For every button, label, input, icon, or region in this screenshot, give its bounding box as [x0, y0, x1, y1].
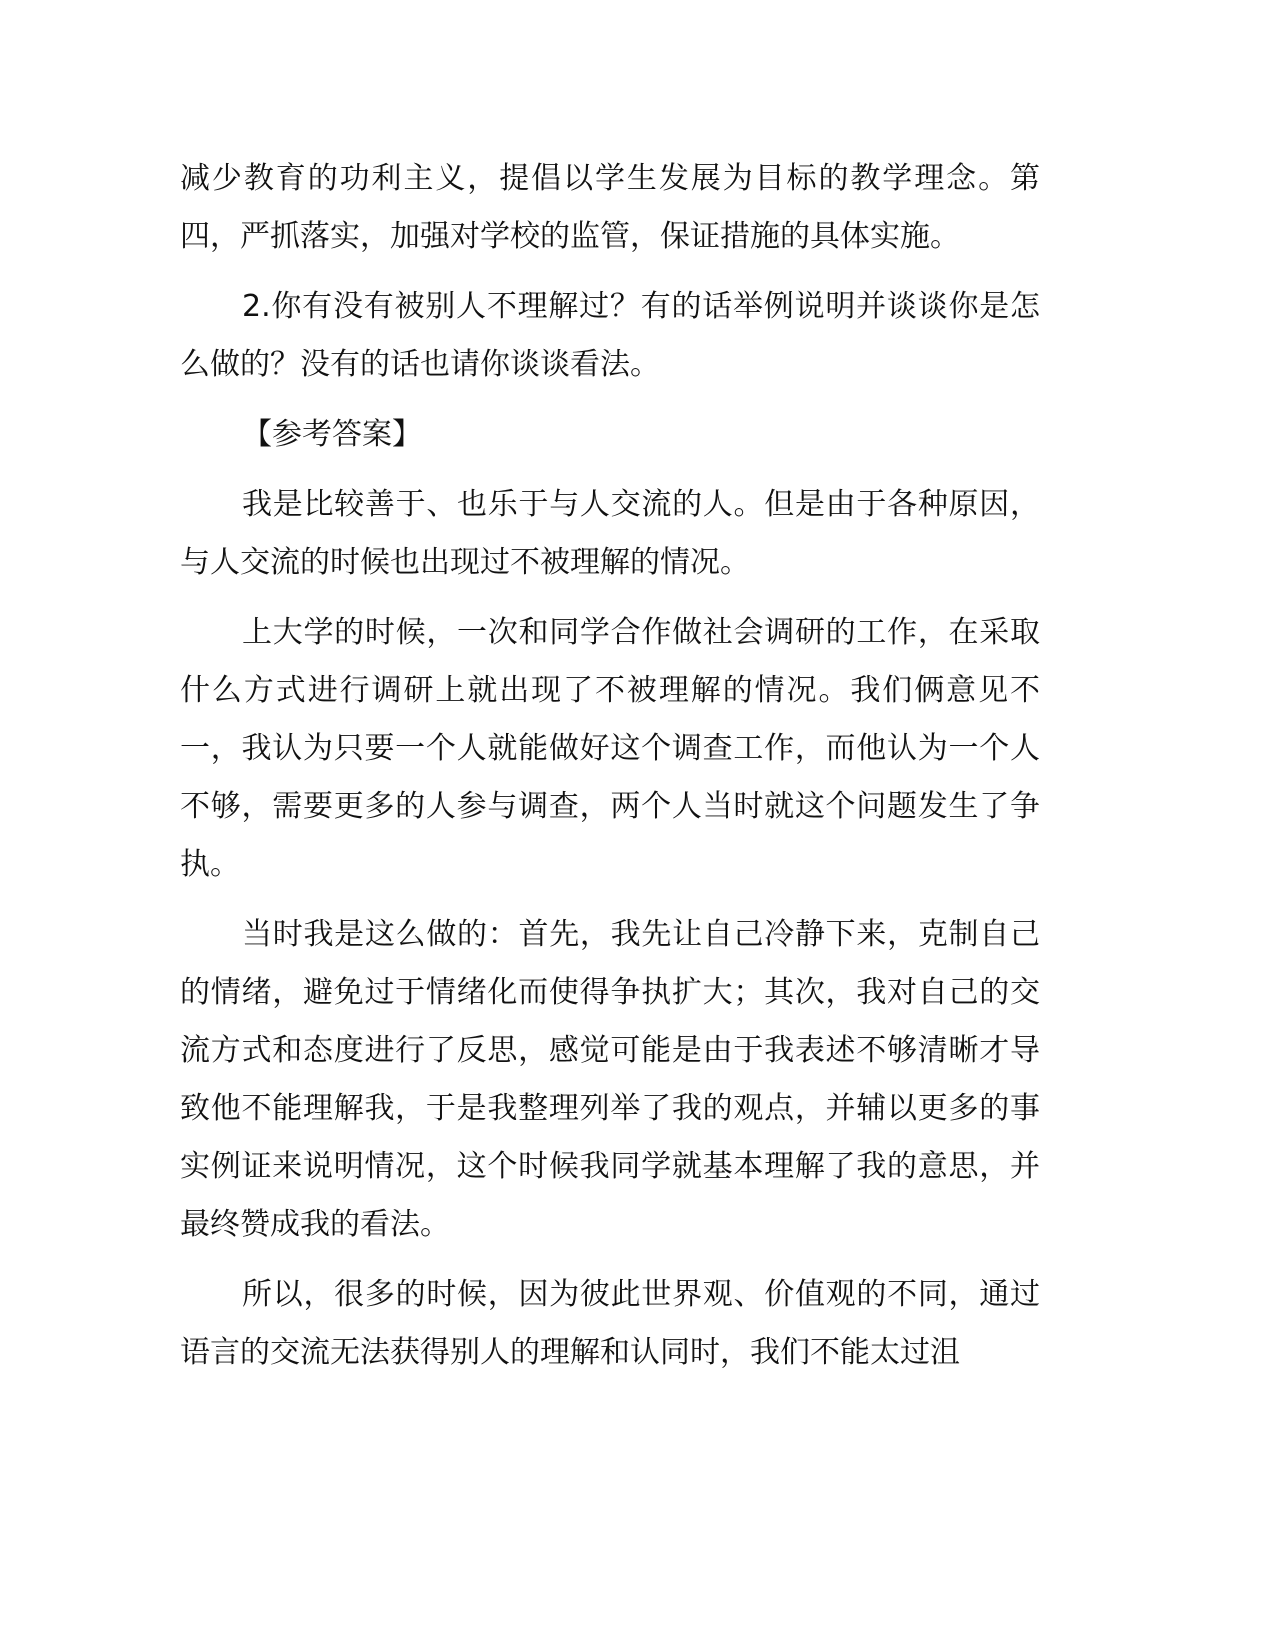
document-body [180, 150, 1040, 1394]
question-paragraph: 2.你有没有被别人不理解过？有的话举例说明并谈谈你是怎么做的？没有的话也请你谈谈看法。 [180, 289, 1040, 382]
reference-answer-heading: 【参考答案】 [242, 417, 422, 452]
answer-paragraph-1: 我是比较善于、也乐于与人交流的人。但是由于各种原因，与人交流的时候也出现过不被理解的情况。 [180, 487, 1040, 580]
paragraph-continuation: 减少教育的功利主义，提倡以学生发展为目标的教学理念。第四，严抓落实，加强对学校的监管，保证措施的具体实施。 [180, 161, 1040, 254]
answer-paragraph-4: 所以，很多的时候，因为彼此世界观、价值观的不同，通过语言的交流无法获得别人的理解和认同时，我们不能太过沮 [180, 1277, 1040, 1370]
answer-paragraph-3: 当时我是这么做的：首先，我先让自己冷静下来，克制自己的情绪，避免过于情绪化而使得争执扩大；其次，我对自己的交流方式和态度进行了反思，感觉可能是由于我表述不够清晰才导致他不能理解我，于是我整理列举了我的观点，并辅以更多的事实例证来说明情况，这个时候我同学就基本理解了我的意思，并最终赞成我的看法。 [180, 917, 1040, 1242]
answer-paragraph-2: 上大学的时候，一次和同学合作做社会调研的工作，在采取什么方式进行调研上就出现了不被理解的情况。我们俩意见不一，我认为只要一个人就能做好这个调查工作，而他认为一个人不够，需要更多的人参与调查，两个人当时就这个问题发生了争执。 [180, 615, 1040, 882]
